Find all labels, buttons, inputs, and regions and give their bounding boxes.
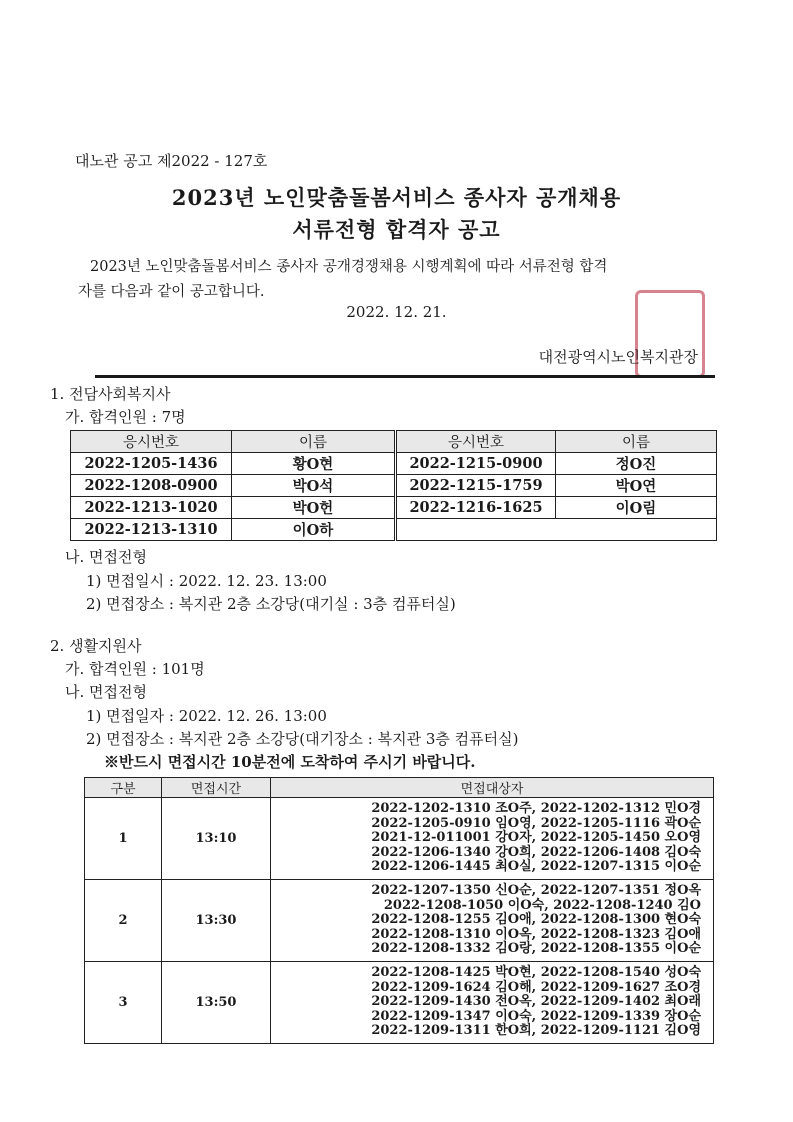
applicant-id: 2022-1213-1310: [71, 519, 232, 541]
applicant-list: [271, 880, 714, 962]
section1-interview-heading: 나. 면접전형: [65, 548, 147, 566]
intro-paragraph: [78, 255, 730, 305]
notice-date: 2022. 12. 21.: [346, 303, 447, 321]
list-item: 2022-1205-0910 임O영, 2022-1205-1116 곽O순: [371, 815, 701, 831]
interview-schedule-table: [84, 777, 714, 1044]
section2-interview-heading: 나. 면접전형: [65, 683, 147, 701]
applicant-id: 2022-1216-1625: [397, 497, 556, 519]
list-item: 2022-1202-1310 조O주, 2022-1202-1312 민O경: [371, 801, 701, 817]
applicant-name: 박O헌: [232, 497, 395, 519]
list-item: 2022-1208-1425 박O현, 2022-1208-1540 성O숙: [371, 965, 701, 981]
notice-number: 대노관 공고 제2022 - 127호: [75, 152, 268, 170]
applicant-name: 황O현: [232, 453, 395, 475]
interview-time: 13:10: [162, 798, 271, 880]
col-header-name: 이름: [232, 431, 395, 453]
list-item: 2022-1209-1347 이O숙, 2022-1209-1339 장O순: [371, 1008, 701, 1024]
table-row: [85, 962, 714, 1044]
intro-line-1: 2023년 노인맞춤돌봄서비스 종사자 공개경쟁채용 시행계획에 따라 서류전형 합격: [90, 259, 608, 275]
table-row-empty: [397, 519, 717, 541]
list-item: 2022-1209-1311 한O희, 2022-1209-1121 김O영: [371, 1023, 701, 1039]
list-item: 2021-12-011001 강O자, 2022-1205-1450 오O영: [371, 830, 701, 846]
section1-interview-place: 2) 면접장소 : 복지관 2층 소강당(대기실 : 3층 컴퓨터실): [86, 595, 456, 613]
section1-count: 가. 합격인원 : 7명: [65, 408, 186, 426]
section2-interview-date: 1) 면접일자 : 2022. 12. 26. 13:00: [86, 707, 327, 725]
empty-cell: [397, 519, 717, 541]
issuer-name: 대전광역시노인복지관장: [538, 348, 698, 366]
table-row: [85, 880, 714, 962]
table-row: [71, 453, 395, 475]
table-row: [397, 475, 717, 497]
table-row: [71, 497, 395, 519]
applicant-id: 2022-1215-1759: [397, 475, 556, 497]
col-header-group: 구분: [85, 778, 162, 798]
pass-table-left: [70, 430, 395, 541]
group-number: 1: [85, 798, 162, 880]
applicant-id: 2022-1205-1436: [71, 453, 232, 475]
intro-line-2: 자를 다음과 같이 공고합니다.: [78, 284, 265, 300]
table-row: [85, 798, 714, 880]
list-item: 2022-1209-1624 김O해, 2022-1209-1627 조O경: [371, 979, 701, 995]
list-item: 2022-1206-1445 최O실, 2022-1207-1315 이O순: [371, 859, 701, 875]
col-header-id: 응시번호: [71, 431, 232, 453]
applicant-id: 2022-1213-1020: [71, 497, 232, 519]
group-number: 3: [85, 962, 162, 1044]
section2-interview-place: 2) 면접장소 : 복지관 2층 소강당(대기장소 : 복지관 3층 컴퓨터실): [86, 730, 519, 748]
col-header-applicants: 면접대상자: [271, 778, 714, 798]
section2-count: 가. 합격인원 : 101명: [65, 660, 205, 678]
section2-heading: 2. 생활지원사: [50, 637, 142, 655]
interview-time: 13:30: [162, 880, 271, 962]
col-header-id: 응시번호: [397, 431, 556, 453]
list-item: 2022-1208-1310 이O옥, 2022-1208-1323 김O애: [371, 926, 701, 942]
applicant-id: 2022-1215-0900: [397, 453, 556, 475]
section1-interview-date: 1) 면접일시 : 2022. 12. 23. 13:00: [86, 572, 327, 590]
section2-note: ※반드시 면접시간 10분전에 도착하여 주시기 바랍니다.: [104, 753, 476, 771]
page-title: 2023년 노인맞춤돌봄서비스 종사자 공개채용: [171, 185, 622, 210]
applicant-list: [271, 962, 714, 1044]
list-item: 2022-1207-1350 신O순, 2022-1207-1351 정O옥: [371, 883, 701, 899]
divider: [95, 375, 715, 378]
table-row: [397, 497, 717, 519]
list-item: 2022-1208-1332 김O랑, 2022-1208-1355 이O순: [371, 941, 701, 957]
col-header-name: 이름: [556, 431, 717, 453]
list-item: 2022-1206-1340 강O희, 2022-1206-1408 김O숙: [371, 844, 701, 860]
list-item: 2022-1208-1050 이O숙, 2022-1208-1240 김O: [383, 897, 701, 913]
applicant-name: 박O연: [556, 475, 717, 497]
pass-table-right: [396, 430, 717, 541]
table-row: [71, 519, 395, 541]
applicant-list: [271, 798, 714, 880]
applicant-name: 이O림: [556, 497, 717, 519]
interview-time: 13:50: [162, 962, 271, 1044]
table-row: [71, 475, 395, 497]
list-item: 2022-1208-1255 김O애, 2022-1208-1300 현O숙: [371, 912, 701, 928]
section1-heading: 1. 전담사회복지사: [50, 385, 171, 403]
applicant-name: 정O진: [556, 453, 717, 475]
applicant-name: 박O석: [232, 475, 395, 497]
col-header-time: 면접시간: [162, 778, 271, 798]
group-number: 2: [85, 880, 162, 962]
applicant-id: 2022-1208-0900: [71, 475, 232, 497]
page-subtitle: 서류전형 합격자 공고: [292, 217, 501, 242]
table-row: [397, 453, 717, 475]
applicant-name: 이O하: [232, 519, 395, 541]
list-item: 2022-1209-1430 전O옥, 2022-1209-1402 최O래: [371, 994, 701, 1010]
